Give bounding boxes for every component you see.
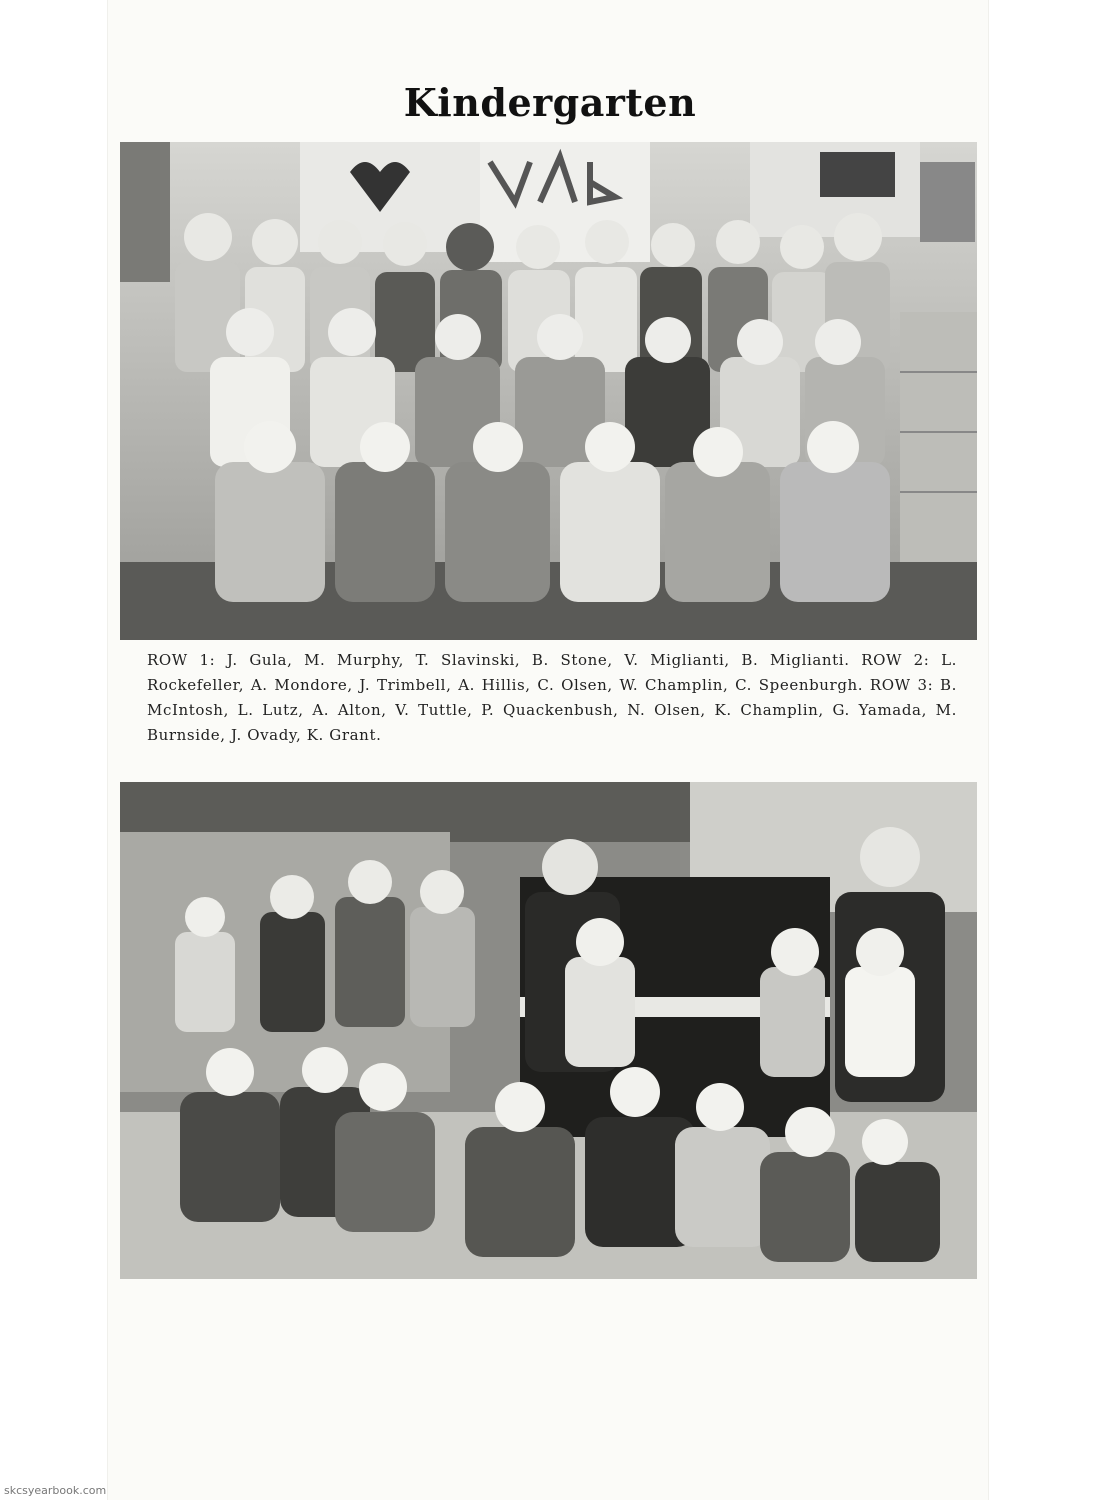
site-watermark: skcsyearbook.com xyxy=(4,1484,107,1497)
page-title: Kindergarten xyxy=(403,80,697,125)
photo-1-caption: ROW 1: J. Gula, M. Murphy, T. Slavinski, B. Stone, V. Miglianti, B. Miglianti. ROW 2: L. Rockefeller, A. Mondore, J. Trimbell, A. Hillis, C. Olsen, W. Champlin, C. Speenburgh. ROW 3: B. McIntosh, L. Lutz, A. Alton, V. Tuttle, P. Quackenbush, N. Olsen, K. Champlin, G. Yamada, M. Burnside, J. Ovady, K. Grant. xyxy=(147,651,957,744)
photo-2-illustration xyxy=(120,782,977,1279)
class-photo-2 xyxy=(120,782,977,1279)
class-photo-1 xyxy=(120,142,977,640)
